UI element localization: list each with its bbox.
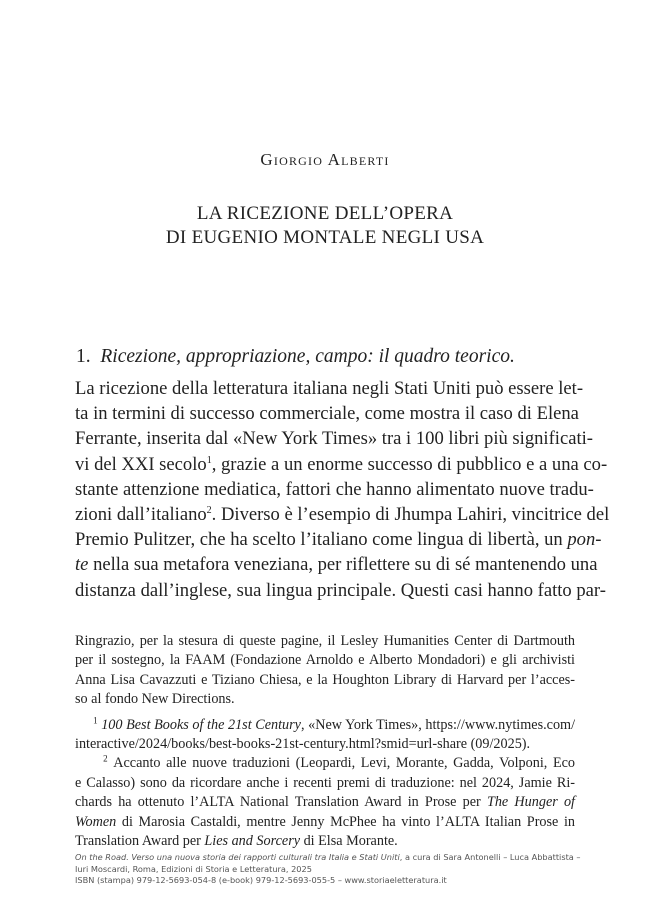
body-text-segment: . Diverso è l’esempio di Jhumpa Lahiri, vincitrice del (211, 503, 610, 525)
body-line: Ferrante, inserita dal «New York Times» tra i 100 libri più significati- (75, 428, 593, 450)
footer-italic: On the Road. Verso una nuova storia dei rapporti culturali tra Italia e Stati Uniti (75, 852, 400, 862)
footnote-2-line (75, 813, 575, 832)
footer-line (75, 852, 581, 864)
section-number: 1. (76, 346, 91, 367)
body-line (75, 552, 598, 577)
publication-footer (75, 852, 581, 887)
section-heading (76, 346, 515, 368)
footnote-1-line (75, 716, 575, 735)
footnote-2-line (75, 793, 575, 812)
body-text-segment: zioni dall’italiano (75, 503, 207, 525)
acknowledgement-line: Anna Lisa Cavazzuti e Tiziano Chiesa, e la Houghton Library di Harvard per l’acces- (75, 671, 575, 688)
title-line-1: LA RICEZIONE DELL’OPERA (196, 203, 454, 224)
article-title (0, 202, 650, 250)
footnote-text: Accanto alle nuove traduzioni (Leopardi, Levi, Morante, Gadda, Volponi, Eco (113, 755, 575, 772)
body-paragraph (75, 376, 610, 603)
body-line (75, 502, 610, 527)
body-line (75, 527, 602, 552)
footer-line: Iuri Moscardi, Roma, Edizioni di Storia e Letteratura, 2025 (75, 863, 312, 874)
body-line: distanza dall’inglese, sua lingua principale. Questi casi hanno fatto par- (75, 579, 606, 601)
footnote-text: di Marosia Castaldi, mentre Jenny McPhee ha vinto l’ALTA Italian Prose in (116, 813, 575, 830)
body-text-segment: vi del XXI secolo (75, 453, 207, 475)
italic-term: pon- (567, 529, 602, 551)
acknowledgement-line: Ringrazio, per la stesura di queste pagine, il Lesley Humanities Center di Dartmouth (75, 633, 575, 649)
body-line: stante attenzione mediatica, fattori che hanno alimentato nuove tradu- (75, 478, 594, 500)
footnotes-area (75, 632, 575, 851)
body-text-segment: Premio Pulitzer, che ha scelto l’italiano come lingua di libertà, un (75, 529, 568, 551)
footnote-2-line: e Calasso) sono da ricordare anche i recenti premi di traduzione: nel 2024, Jamie Ri- (75, 774, 575, 791)
acknowledgement-line: so al fondo New Directions. (75, 691, 235, 708)
footnote-ref-1: 1 (206, 454, 212, 466)
acknowledgement-line: per il sostegno, la FAAM (Fondazione Arnoldo e Alberto Mondadori) e gli archivisti (75, 652, 575, 669)
body-text-segment: , grazie a un enorme successo di pubblico e a una co- (211, 453, 608, 475)
footnote-text: chards ha ottenuto l’ALTA National Translation Award in Prose per (75, 794, 487, 811)
body-line (75, 452, 608, 477)
title-line-2: DI EUGENIO MONTALE NEGLI USA (165, 227, 485, 248)
footnote-number: 1 (93, 714, 98, 725)
footer-line: ISBN (stampa) 979-12-5693-054-8 (e-book) 979-12-5693-055-5 – www.storiaeletteratura.it (75, 875, 447, 885)
body-line: La ricezione della letteratura italiana negli Stati Uniti può essere let- (75, 378, 584, 399)
footnote-text: di Elsa Morante. (300, 832, 398, 849)
footnote-1-line: interactive/2024/books/best-books-21st-century.html?smid=url-share (09/2025). (75, 735, 531, 752)
footnote-italic: Women (75, 813, 117, 830)
footnote-italic: 100 Best Books of the 21st Century (101, 716, 301, 733)
italic-term: te (75, 554, 89, 576)
section-title: Ricezione, appropriazione, campo: il quadro teorico. (100, 346, 515, 367)
footer-text: , a cura di Sara Antonelli – Luca Abbattista – (399, 852, 581, 862)
author-name: Giorgio Alberti (260, 150, 390, 169)
footnote-ref-2: 2 (206, 504, 212, 516)
body-text-segment: nella sua metafora veneziana, per riflettere su di sé mantenendo una (88, 554, 598, 576)
footnote-number: 2 (103, 753, 108, 764)
footnote-italic: Lies and Sorcery (204, 832, 301, 849)
footnote-text: Translation Award per (75, 832, 205, 849)
body-line: ta in termini di successo commerciale, come mostra il caso di Elena (75, 403, 579, 425)
footnote-2-line (75, 832, 575, 851)
footnote-text: , «New York Times», https://www.nytimes.com/ (300, 716, 576, 733)
footnote-2-line (75, 754, 575, 773)
footnote-italic: The Hunger of (486, 794, 575, 811)
